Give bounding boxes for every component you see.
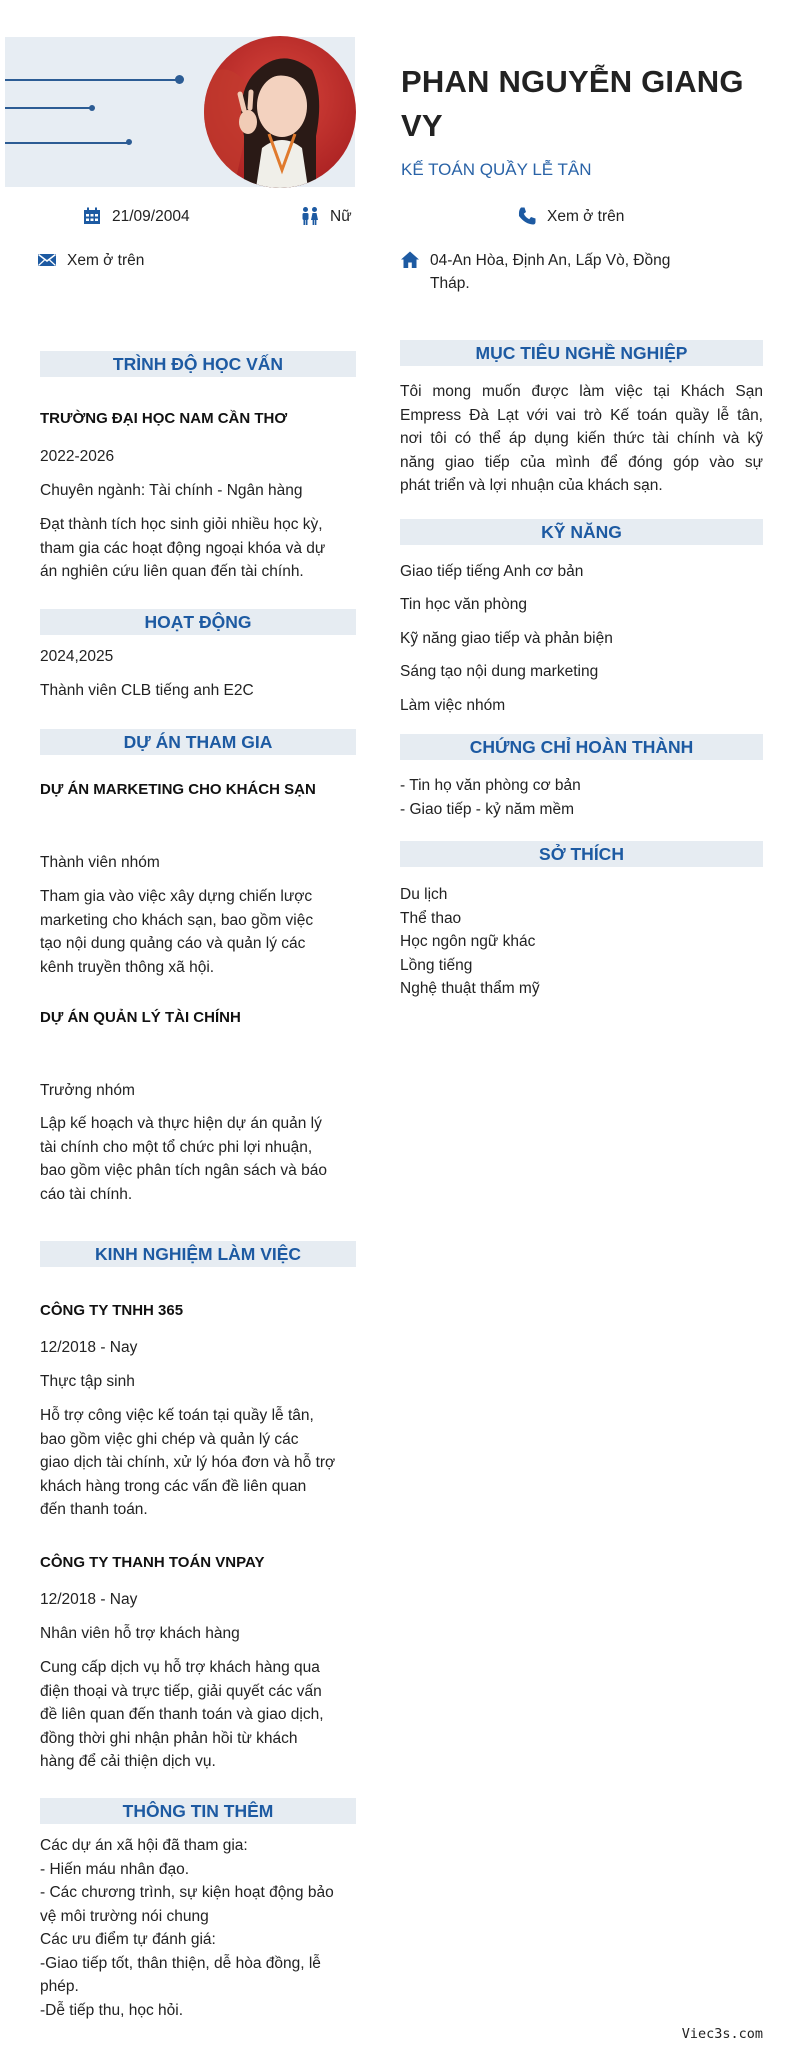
text-line: năng giao tiếp của mình để đóng góp vào sự <box>400 453 763 471</box>
address-line-2: Tháp. <box>430 275 470 292</box>
experience-period: 12/2018 - Nay <box>40 1339 138 1356</box>
objective-content <box>400 380 763 498</box>
projects-title: DỰ ÁN THAM GIA <box>40 729 356 755</box>
address-line-1: 04-An Hòa, Định An, Lấp Vò, Đồng <box>430 252 671 269</box>
skill-item: Tin học văn phòng <box>400 596 527 613</box>
text-line: bao gồm việc phân tích ngân sách và báo <box>40 1162 327 1179</box>
experience-title: KINH NGHIỆM LÀM VIỆC <box>40 1241 356 1267</box>
gender-row <box>300 205 352 228</box>
decor-dot <box>89 105 95 111</box>
text-line: phép. <box>40 1978 79 1995</box>
job-title: KẾ TOÁN QUẦY LỄ TÂN <box>401 160 592 179</box>
address-row <box>400 249 720 295</box>
skill-item: Sáng tạo nội dung marketing <box>400 663 599 680</box>
skill-item: Làm việc nhóm <box>400 697 506 714</box>
text-line: cáo tài chính. <box>40 1185 133 1203</box>
text-line: - Các chương trình, sự kiện hoạt động bảo <box>40 1884 334 1901</box>
hobbies-title: SỞ THÍCH <box>400 841 763 867</box>
skill-item: Kỹ năng giao tiếp và phản biện <box>400 630 613 647</box>
project-description <box>40 885 370 979</box>
project-name: DỰ ÁN QUẢN LÝ TÀI CHÍNH <box>40 1009 241 1026</box>
text-line: điện thoại và trực tiếp, giải quyết các vấn <box>40 1682 322 1700</box>
project-description <box>40 1112 370 1206</box>
decor-dot <box>126 139 132 145</box>
decor-line <box>5 142 129 144</box>
education-school: TRƯỜNG ĐẠI HỌC NAM CẦN THƠ <box>40 410 288 427</box>
text-line: -Dễ tiếp thu, học hỏi. <box>40 2001 184 2019</box>
email-row <box>37 249 144 272</box>
text-line: Lập kế hoạch và thực hiện dự án quản lý <box>40 1115 322 1132</box>
avatar <box>204 36 356 188</box>
education-period: 2022-2026 <box>40 448 115 465</box>
email: Xem ở trên <box>67 252 145 269</box>
education-major: Chuyên ngành: Tài chính - Ngân hàng <box>40 482 303 499</box>
project-role: Thành viên nhóm <box>40 854 160 871</box>
project-role: Trưởng nhóm <box>40 1082 135 1099</box>
education-description <box>40 513 370 584</box>
hobby-item: Thể thao <box>400 909 462 927</box>
text-line: hàng để cải thiện dịch vụ. <box>40 1753 216 1770</box>
home-icon <box>400 250 420 270</box>
decor-dot <box>175 75 184 84</box>
text-line: Empress Đà Lạt với vai trò Kế toán quầy lễ tân, <box>400 406 763 424</box>
experience-company: CÔNG TY TNHH 365 <box>40 1302 184 1319</box>
text-line: Tham gia vào việc xây dựng chiến lược <box>40 888 313 905</box>
hobby-item: Du lịch <box>400 886 448 903</box>
gender: Nữ <box>330 208 352 225</box>
extra-content <box>40 1834 370 2022</box>
text-line: phát triển và lợi nhuận của khách sạn. <box>400 477 663 494</box>
text-line: Các dự án xã hội đã tham gia: <box>40 1837 248 1854</box>
text-line: khách hàng trong các vấn đề liên quan <box>40 1477 307 1495</box>
decor-line <box>5 107 93 109</box>
text-line: Cung cấp dịch vụ hỗ trợ khách hàng qua <box>40 1659 320 1676</box>
experience-description <box>40 1404 370 1522</box>
experience-period: 12/2018 - Nay <box>40 1591 138 1608</box>
phone-icon <box>517 206 537 226</box>
skills-title: KỸ NĂNG <box>400 519 763 545</box>
experience-position: Thực tập sinh <box>40 1373 135 1390</box>
activities-title: HOẠT ĐỘNG <box>40 609 356 635</box>
text-line: Tôi mong muốn được làm việc tại Khách Sạn <box>400 383 763 400</box>
activities-years: 2024,2025 <box>40 648 114 665</box>
text-line: giao dịch tài chính, xử lý hóa đơn và hỗ trợ <box>40 1454 336 1471</box>
text-line: marketing cho khách sạn, bao gồm việc <box>40 911 314 929</box>
project-name: DỰ ÁN MARKETING CHO KHÁCH SẠN <box>40 781 316 798</box>
birthdate: 21/09/2004 <box>112 208 190 225</box>
education-title: TRÌNH ĐỘ HỌC VẤN <box>40 351 356 377</box>
phone-row <box>517 205 624 228</box>
text-line: Đạt thành tích học sinh giỏi nhiều học kỳ, <box>40 516 323 533</box>
extra-title: THÔNG TIN THÊM <box>40 1798 356 1824</box>
gender-icon <box>300 206 320 226</box>
experience-position: Nhân viên hỗ trợ khách hàng <box>40 1625 240 1642</box>
text-line: tài chính cho một tổ chức phi lợi nhuận, <box>40 1138 313 1156</box>
birthdate-row <box>82 205 190 228</box>
text-line: đồng thời ghi nhận phản hồi từ khách <box>40 1729 298 1747</box>
calendar-icon <box>82 206 102 226</box>
text-line: Hỗ trợ công việc kế toán tại quầy lễ tân, <box>40 1407 314 1424</box>
phone: Xem ở trên <box>547 208 625 225</box>
objective-title: MỤC TIÊU NGHỀ NGHIỆP <box>400 340 763 366</box>
hobbies-content <box>400 883 540 1001</box>
text-line: - Hiến máu nhân đạo. <box>40 1860 190 1878</box>
certificate-item: - Giao tiếp - kỷ năm mềm <box>400 800 574 818</box>
certificates-title: CHỨNG CHỈ HOÀN THÀNH <box>400 734 763 760</box>
envelope-icon <box>37 250 57 270</box>
watermark: Viec3s.com <box>681 2026 763 2042</box>
text-line: vệ môi trường nói chung <box>40 1907 209 1925</box>
text-line: đề liên quan đến thanh toán và giao dịch, <box>40 1706 324 1723</box>
text-line: kênh truyền thông xã hội. <box>40 958 215 976</box>
text-line: án nghiên cứu liên quan đến tài chính. <box>40 563 304 580</box>
text-line: Các ưu điểm tự đánh giá: <box>40 1931 216 1948</box>
text-line: bao gồm việc ghi chép và quản lý các <box>40 1430 299 1448</box>
certificate-item: - Tin họ văn phòng cơ bản <box>400 777 581 794</box>
text-line: nơi tôi có thể áp dụng kiến thức tài chính và kỹ <box>400 430 763 447</box>
full-name: PHAN NGUYỄN GIANG VY <box>401 64 744 143</box>
hobby-item: Lồng tiếng <box>400 956 473 974</box>
experience-company: CÔNG TY THANH TOÁN VNPAY <box>40 1554 265 1571</box>
text-line: đến thanh toán. <box>40 1501 148 1518</box>
hobby-item: Học ngôn ngữ khác <box>400 933 536 950</box>
decor-line <box>5 79 179 81</box>
experience-description <box>40 1656 370 1774</box>
skill-item: Giao tiếp tiếng Anh cơ bản <box>400 563 584 580</box>
certificates-content <box>400 774 581 821</box>
hobby-item: Nghệ thuật thẩm mỹ <box>400 980 540 997</box>
activities-item: Thành viên CLB tiếng anh E2C <box>40 682 254 699</box>
text-line: tham gia các hoạt động ngoại khóa và dự <box>40 539 326 557</box>
text-line: -Giao tiếp tốt, thân thiện, dễ hòa đồng, lễ <box>40 1954 321 1972</box>
text-line: tạo nội dung quảng cáo và quản lý các <box>40 935 306 952</box>
